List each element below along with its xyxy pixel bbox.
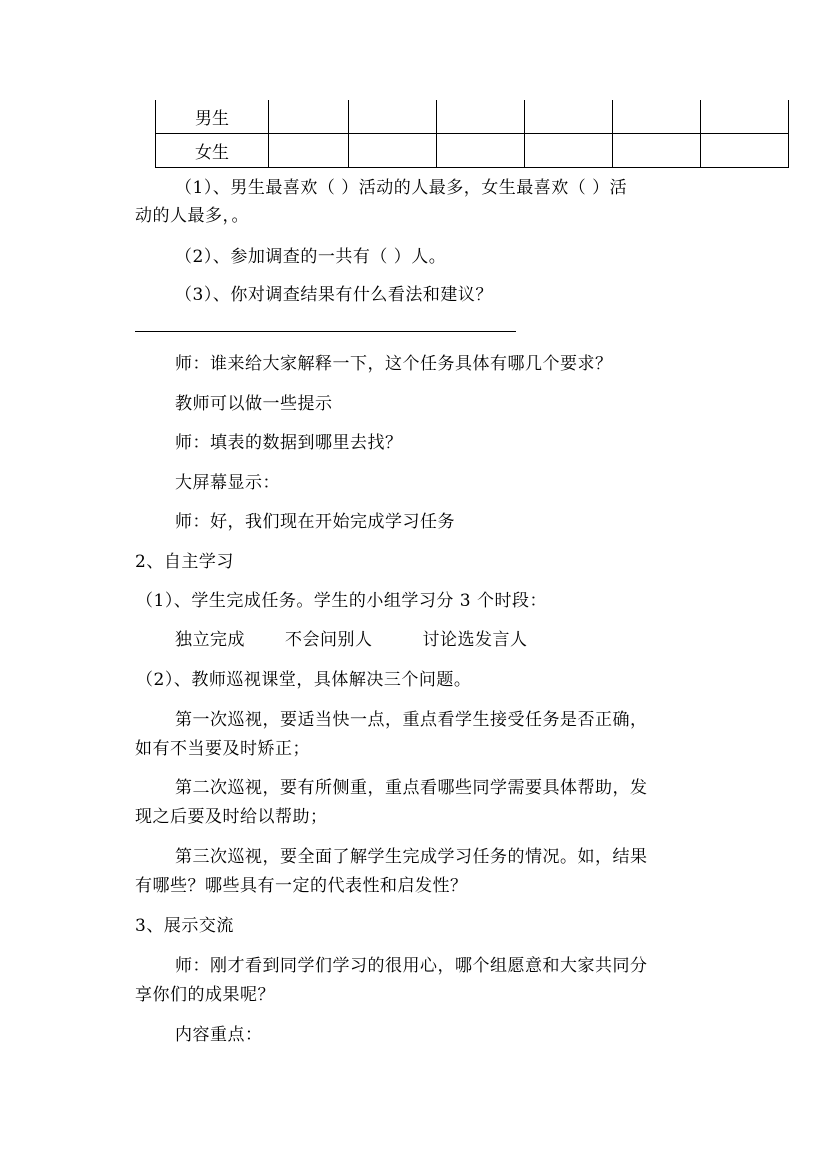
answer-blank-line xyxy=(135,331,516,332)
step-2: （2）、教师巡视课堂，具体解决三个问题。 xyxy=(136,670,472,690)
segment-2: 不会问别人 xyxy=(285,630,373,650)
row-label: 男生 xyxy=(156,100,269,134)
table-cell xyxy=(701,134,789,168)
table-cell xyxy=(349,100,437,134)
segment-3: 讨论选发言人 xyxy=(422,630,528,650)
visit-2-line-2: 现之后要及时给以帮助； xyxy=(135,807,328,827)
paragraph: 师：谁来给大家解释一下，这个任务具体有哪几个要求？ xyxy=(175,354,613,374)
table-cell xyxy=(525,100,613,134)
question-2: （2）、参加调查的一共有（ ）人。 xyxy=(175,247,447,267)
segment-1: 独立完成 xyxy=(175,630,245,650)
paragraph: 师：好，我们现在开始完成学习任务 xyxy=(175,512,455,532)
visit-3-line-2: 有哪些？哪些具有一定的代表性和启发性？ xyxy=(135,876,468,896)
table-cell xyxy=(269,134,349,168)
content-focus: 内容重点： xyxy=(175,1025,263,1045)
paragraph: 教师可以做一些提示 xyxy=(175,394,333,414)
question-1-line-2: 动的人最多，。 xyxy=(135,206,249,226)
visit-3-line-1: 第三次巡视，要全面了解学生完成学习任务的情况。如，结果 xyxy=(175,847,648,867)
visit-1-line-1: 第一次巡视，要适当快一点，重点看学生接受任务是否正确， xyxy=(175,710,648,730)
table-cell xyxy=(701,100,789,134)
survey-table xyxy=(155,100,789,168)
section-heading: 3、展示交流 xyxy=(135,916,234,936)
table-cell xyxy=(613,134,701,168)
visit-2-line-1: 第二次巡视，要有所侧重，重点看哪些同学需要具体帮助，发 xyxy=(175,778,648,798)
table-cell xyxy=(269,100,349,134)
paragraph: 大屏幕显示： xyxy=(175,473,280,493)
table-cell xyxy=(613,100,701,134)
row-label: 女生 xyxy=(156,134,269,168)
exchange-line-2: 享你们的成果呢？ xyxy=(135,985,275,1005)
time-segments xyxy=(175,629,528,651)
visit-1-line-2: 如有不当要及时矫正； xyxy=(135,739,310,759)
question-3: （3）、你对调查结果有什么看法和建议？ xyxy=(175,285,493,305)
table-row xyxy=(156,100,789,134)
table-cell xyxy=(437,100,525,134)
question-1-line-1: （1）、男生最喜欢（ ）活动的人最多，女生最喜欢（ ）活 xyxy=(175,178,628,198)
table-cell xyxy=(349,134,437,168)
section-heading: 2、自主学习 xyxy=(135,552,234,572)
exchange-line-1: 师：刚才看到同学们学习的很用心，哪个组愿意和大家共同分 xyxy=(175,956,648,976)
table-row xyxy=(156,134,789,168)
table-cell xyxy=(437,134,525,168)
step-1: （1）、学生完成任务。学生的小组学习分 3 个时段： xyxy=(136,591,547,611)
table-cell xyxy=(525,134,613,168)
paragraph: 师：填表的数据到哪里去找？ xyxy=(175,433,403,453)
